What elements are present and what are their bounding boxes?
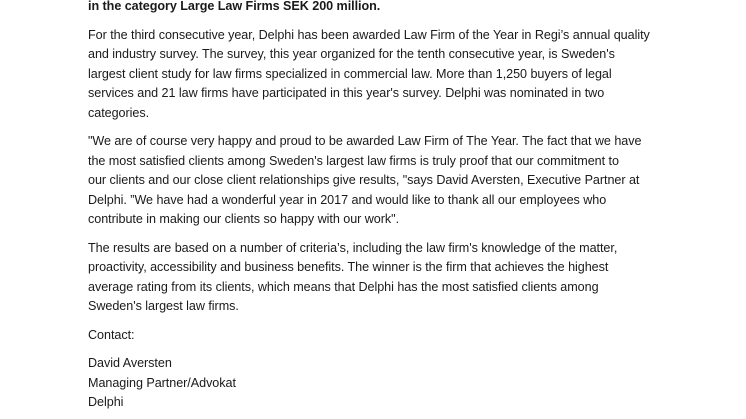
contact-title: Managing Partner/Advokat — [88, 375, 236, 390]
paragraph-line: largest client study for law firms specialized in commercial law. More than 1,250 buyers of legal — [88, 66, 612, 81]
paragraph-award — [88, 26, 688, 124]
paragraph-line: The results are based on a number of criteria’s, including the law firm's knowledge of the matter, — [88, 240, 618, 255]
paragraph-line: For the third consecutive year, Delphi has been awarded Law Firm of the Year in Regi’s annual quality — [88, 27, 650, 42]
paragraph-line: average rating from its clients, which means that Delphi has the most satisfied clients among — [88, 279, 599, 294]
paragraph-line: services and 21 law firms have participated in this year's survey. Delphi was nominated in two — [88, 86, 605, 100]
paragraph-quote — [88, 132, 688, 230]
paragraph-line: Sweden's largest law firms. — [88, 299, 239, 313]
paragraph-line: our clients and our close client relationships give results, "says David Aversten, Executive Partner at — [88, 173, 640, 187]
contact-name: David Aversten — [88, 356, 172, 370]
contact-label: Contact: — [88, 327, 135, 342]
paragraph-line: and industry survey. The survey, this year organized for the tenth consecutive year, is Sweden's — [88, 47, 615, 61]
contact-company: Delphi — [88, 395, 124, 409]
paragraph-results — [88, 239, 688, 317]
document-page — [88, 0, 688, 413]
paragraph-line: categories. — [88, 105, 150, 120]
paragraph-line: proactivity, accessibility and business benefits. The winner is the firm that achieves the highest — [88, 260, 609, 274]
paragraph-line: "We are of course very happy and proud to be awarded Law Firm of The Year. The fact that we have — [88, 134, 642, 148]
paragraph-line: Delphi. ”We have had a wonderful year in 2017 and would like to thank all our employees who — [88, 192, 607, 207]
contact-block — [88, 326, 688, 413]
lead-bold-line: in the category Large Law Firms SEK 200 million. — [88, 0, 381, 13]
paragraph-line: contribute in making our clients so happy with our work". — [88, 212, 400, 226]
paragraph-line: the most satisfied clients among Sweden's largest law firms is truly proof that our commitment to — [88, 153, 619, 168]
